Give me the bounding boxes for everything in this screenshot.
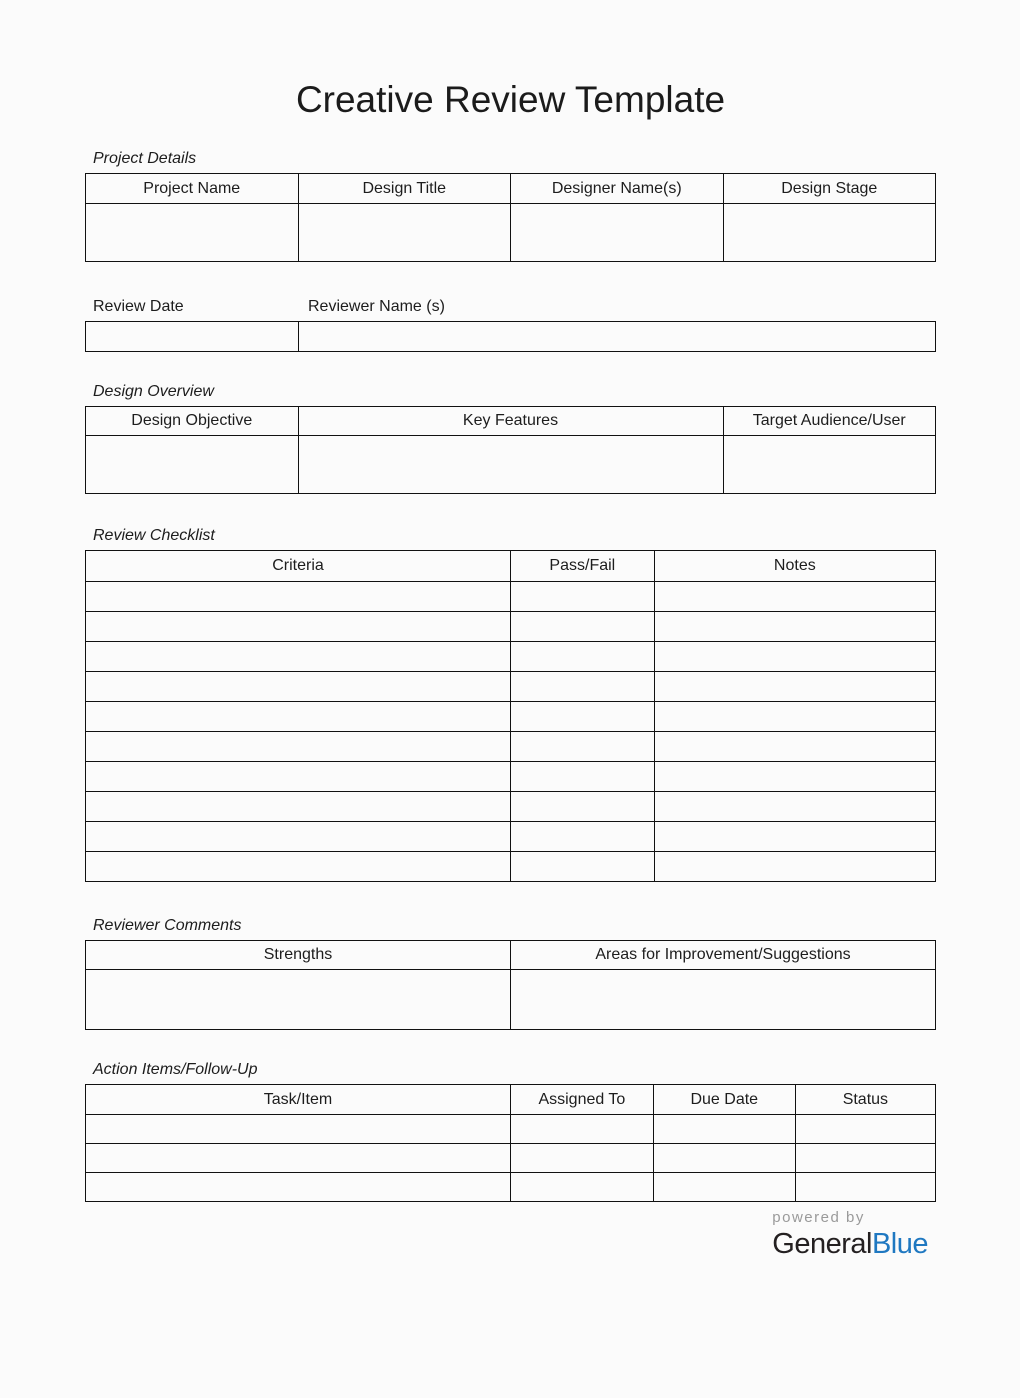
- col-key-features: Key Features: [298, 407, 723, 436]
- empty-cell: [86, 792, 511, 822]
- table-row: [86, 642, 936, 672]
- empty-cell: [86, 642, 511, 672]
- empty-cell: [86, 702, 511, 732]
- table-row: [86, 702, 936, 732]
- empty-cell: [723, 436, 936, 494]
- empty-cell: [86, 1115, 511, 1144]
- header-row: [86, 174, 936, 204]
- col-design-title: Design Title: [298, 174, 511, 204]
- col-target-audience: Target Audience/User: [723, 407, 936, 436]
- empty-cell: [511, 672, 655, 702]
- empty-cell: [86, 732, 511, 762]
- col-pass-fail: Pass/Fail: [511, 551, 655, 582]
- col-strengths: Strengths: [86, 941, 511, 970]
- empty-cell: [511, 612, 655, 642]
- empty-cell: [86, 1173, 511, 1202]
- empty-cell: [511, 792, 655, 822]
- empty-cell: [86, 672, 511, 702]
- table-row: [86, 582, 936, 612]
- project-details-table: [85, 173, 936, 262]
- brand-wordmark: [772, 1227, 928, 1261]
- section-label-design-overview: Design Overview: [93, 383, 214, 400]
- empty-cell: [511, 732, 655, 762]
- table-row: [86, 732, 936, 762]
- section-label-review-checklist: Review Checklist: [93, 527, 215, 544]
- table-row: [86, 1115, 936, 1144]
- empty-cell: [511, 1144, 654, 1173]
- brand-general: General: [772, 1228, 872, 1260]
- empty-cell: [86, 970, 511, 1030]
- col-design-objective: Design Objective: [86, 407, 299, 436]
- table-row: [86, 672, 936, 702]
- empty-cell: [511, 762, 655, 792]
- section-label-action-items: Action Items/Follow-Up: [93, 1061, 258, 1078]
- section-label-project-details: Project Details: [93, 150, 197, 167]
- empty-cell: [86, 436, 299, 494]
- brand-blue: Blue: [871, 1228, 928, 1260]
- empty-cell: [86, 822, 511, 852]
- col-assigned-to: Assigned To: [511, 1085, 654, 1115]
- table-row: [86, 612, 936, 642]
- col-designer-names: Designer Name(s): [511, 174, 724, 204]
- empty-cell: [795, 1173, 935, 1202]
- empty-cell: [86, 1144, 511, 1173]
- header-row: [86, 407, 936, 436]
- empty-cell: [654, 792, 935, 822]
- empty-cell: [511, 642, 655, 672]
- empty-cell: [654, 732, 935, 762]
- empty-cell: [511, 970, 936, 1030]
- empty-cell: [86, 204, 299, 262]
- section-project-details: [85, 149, 936, 262]
- empty-cell: [86, 612, 511, 642]
- section-design-overview: [85, 382, 936, 494]
- empty-cell: [654, 612, 935, 642]
- empty-cell: [653, 1115, 795, 1144]
- empty-cell: [86, 762, 511, 792]
- empty-cell: [723, 204, 936, 262]
- empty-cell: [654, 582, 935, 612]
- table-row: [86, 792, 936, 822]
- table-row: [86, 762, 936, 792]
- empty-cell: [511, 204, 724, 262]
- section-review-checklist: [85, 526, 936, 882]
- empty-cell: [654, 852, 935, 882]
- empty-cell: [795, 1115, 935, 1144]
- empty-cell: [86, 322, 299, 352]
- col-criteria: Criteria: [86, 551, 511, 582]
- empty-cell: [298, 204, 511, 262]
- review-info-labels: [85, 297, 936, 317]
- empty-cell: [86, 582, 511, 612]
- col-improvements: Areas for Improvement/Suggestions: [511, 941, 936, 970]
- empty-cell: [298, 436, 723, 494]
- empty-cell: [654, 672, 935, 702]
- review-info-table: [85, 321, 936, 352]
- header-row: [86, 941, 936, 970]
- col-status: Status: [795, 1085, 935, 1115]
- col-design-stage: Design Stage: [723, 174, 936, 204]
- empty-cell: [654, 822, 935, 852]
- header-row: [86, 551, 936, 582]
- table-row: [86, 822, 936, 852]
- empty-cell: [511, 852, 655, 882]
- empty-cell: [511, 702, 655, 732]
- empty-cell: [654, 702, 935, 732]
- col-due-date: Due Date: [653, 1085, 795, 1115]
- document-page: [0, 78, 1020, 1261]
- table-row: [86, 322, 936, 352]
- section-reviewer-comments: [85, 916, 936, 1030]
- col-notes: Notes: [654, 551, 935, 582]
- reviewer-comments-table: [85, 940, 936, 1030]
- empty-cell: [653, 1173, 795, 1202]
- section-action-items: [85, 1060, 936, 1202]
- table-row: [86, 852, 936, 882]
- reviewer-name-label: Reviewer Name (s): [308, 298, 445, 315]
- empty-cell: [654, 762, 935, 792]
- generalblue-logo: [772, 1208, 928, 1261]
- table-row: [86, 204, 936, 262]
- empty-cell: [653, 1144, 795, 1173]
- empty-cell: [511, 1173, 654, 1202]
- section-review-info: [85, 297, 936, 352]
- table-row: [86, 1173, 936, 1202]
- review-date-label: Review Date: [93, 298, 184, 315]
- section-label-reviewer-comments: Reviewer Comments: [93, 917, 242, 934]
- table-row: [86, 436, 936, 494]
- action-items-table: [85, 1084, 936, 1202]
- empty-cell: [511, 582, 655, 612]
- empty-cell: [298, 322, 936, 352]
- col-task-item: Task/Item: [86, 1085, 511, 1115]
- table-row: [86, 970, 936, 1030]
- empty-cell: [511, 1115, 654, 1144]
- empty-cell: [86, 852, 511, 882]
- col-project-name: Project Name: [86, 174, 299, 204]
- header-row: [86, 1085, 936, 1115]
- table-row: [86, 1144, 936, 1173]
- empty-cell: [654, 642, 935, 672]
- empty-cell: [511, 822, 655, 852]
- powered-by-text: powered by: [772, 1209, 865, 1226]
- review-checklist-table: [85, 550, 936, 882]
- empty-cell: [795, 1144, 935, 1173]
- page-title: Creative Review Template: [295, 79, 726, 120]
- design-overview-table: [85, 406, 936, 494]
